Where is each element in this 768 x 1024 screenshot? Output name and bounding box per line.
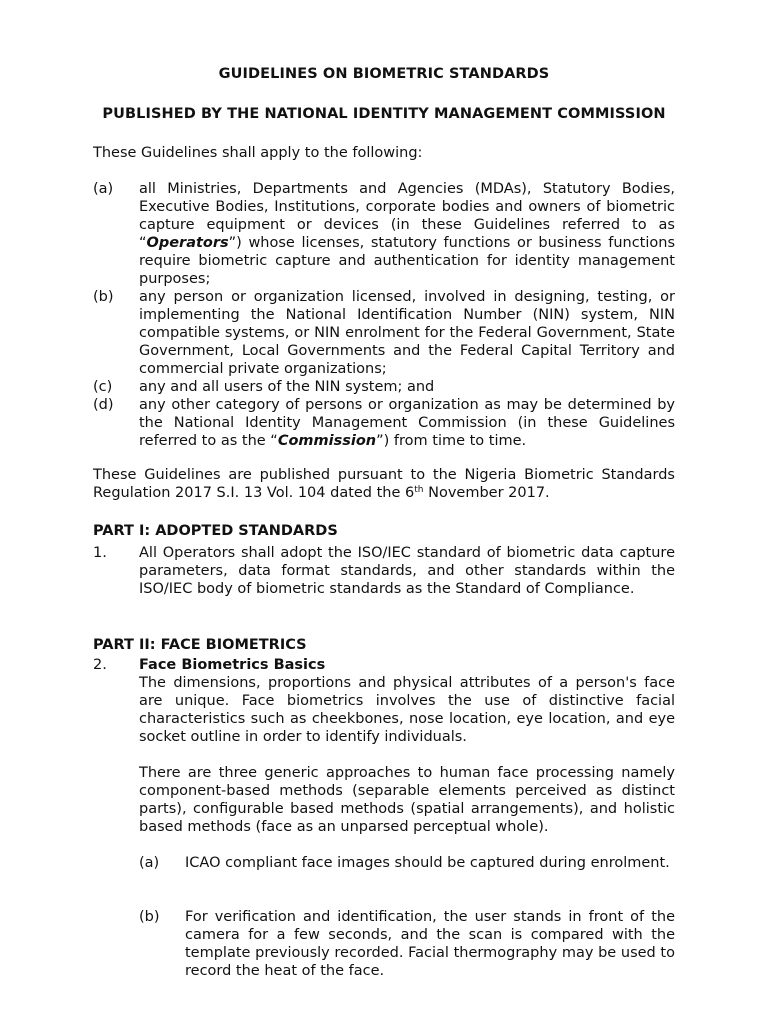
part2-heading: PART II: FACE BIOMETRICS (93, 637, 307, 653)
item-a-label: (a) (93, 181, 114, 197)
part1-number: 1. (93, 545, 107, 561)
operators-term: Operators (146, 235, 229, 251)
part2-para1: The dimensions, proportions and physical attributes of a person's face are unique. Face biometrics involves the use of distinctive facial characteristics such as cheekbones, nose location, eye location, and eye socket outline in order to identify individuals. (139, 675, 675, 745)
commission-term: Commission (277, 433, 377, 449)
subitem-a-label: (a) (139, 855, 160, 871)
date-superscript: th (414, 485, 424, 495)
subitem-a-text: ICAO compliant face images should be captured during enrolment. (185, 855, 670, 871)
item-c-text: any and all users of the NIN system; and (139, 379, 435, 395)
item-d-text: any other category of persons or organization as may be determined by the National Identity Management Commission (in these Guidelines referred to as the “Commission”) from time to time. (139, 397, 675, 449)
subitem-b-text: For verification and identification, the user stands in front of the camera for a few seconds, and the scan is compared with the template previously recorded. Facial thermography may be used to record the heat of the face. (185, 909, 675, 979)
document-title: GUIDELINES ON BIOMETRIC STANDARDS (218, 66, 550, 82)
subitem-b-label: (b) (139, 909, 160, 925)
publication-text: These Guidelines are published pursuant to the Nigeria Biometric Standards Regulation 2017 S.I. 13 Vol. 104 dated the 6th November 2017. (93, 467, 675, 501)
item-d-label: (d) (93, 397, 114, 413)
item-a-text: all Ministries, Departments and Agencies (MDAs), Statutory Bodies, Executive Bodies, Institutions, corporate bodies and owners of biometric capture equipment or devices (in these Guidelines referred to as “Operators”) whose licenses, statutory functions or business functions require biometric capture and authentication for identity management purposes; (139, 181, 675, 287)
item-b-label: (b) (93, 289, 114, 305)
part2-number: 2. (93, 657, 107, 673)
item-c-label: (c) (93, 379, 113, 395)
intro-text: These Guidelines shall apply to the following: (93, 145, 423, 161)
part1-heading: PART I: ADOPTED STANDARDS (93, 523, 338, 539)
part2-para2: There are three generic approaches to human face processing namely component-based methods (separable elements perceived as distinct parts), configurable based methods (spatial arrangements), and holistic based methods (face as an unparsed perceptual whole). (139, 765, 675, 835)
document-subtitle: PUBLISHED BY THE NATIONAL IDENTITY MANAGEMENT COMMISSION (102, 106, 666, 122)
part2-subheading: Face Biometrics Basics (139, 657, 326, 673)
item-b-text: any person or organization licensed, involved in designing, testing, or implementing the National Identification Number (NIN) system, NIN compatible systems, or NIN enrolment for the Federal Government, State Government, Local Governments and the Federal Capital Territory and commercial private organizations; (139, 289, 675, 377)
part1-text: All Operators shall adopt the ISO/IEC standard of biometric data capture parameters, data format standards, and other standards within the ISO/IEC body of biometric standards as the Standard of Compliance. (139, 545, 675, 597)
